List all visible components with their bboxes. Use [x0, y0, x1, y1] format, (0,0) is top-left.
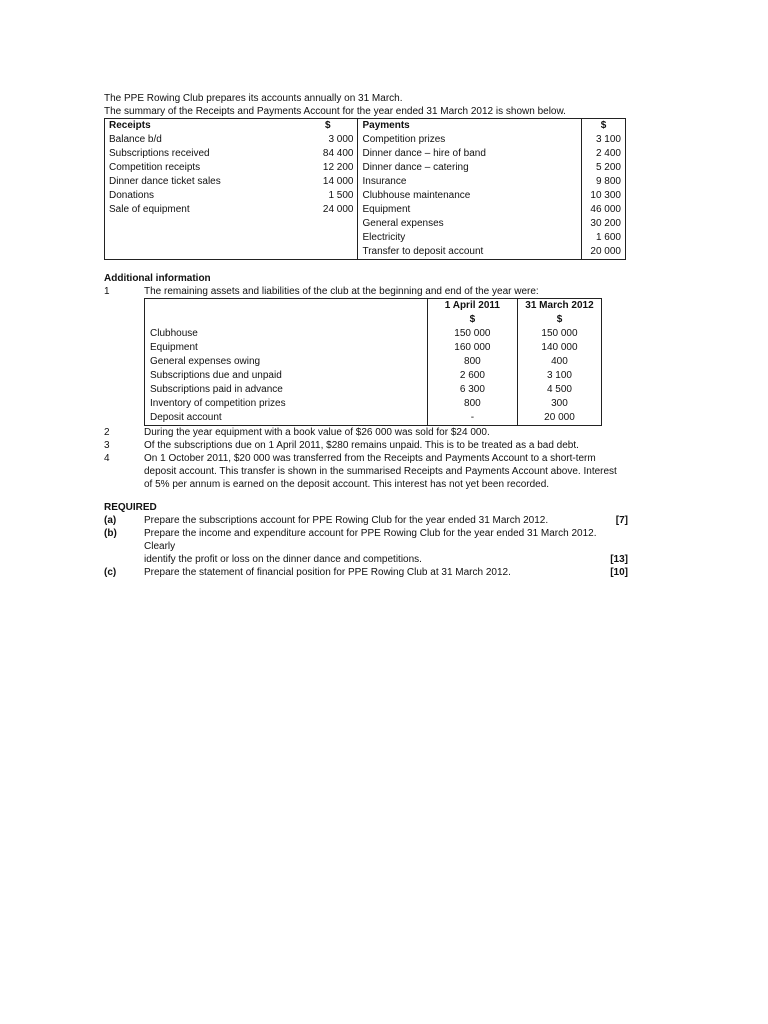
required-item-number: (a) [104, 515, 117, 526]
payment-label: Competition prizes [358, 133, 582, 147]
payment-label: Dinner dance – catering [358, 161, 582, 175]
required-item-text: Prepare the subscriptions account for PPE Rowing Club for the year ended 31 March 2012. [144, 515, 549, 526]
payment-amount: 46 000 [582, 203, 626, 217]
payment-amount: 20 000 [582, 245, 626, 260]
payment-amount: 10 300 [582, 189, 626, 203]
info-item-number: 4 [104, 453, 110, 464]
payment-amount: 9 800 [582, 175, 626, 189]
info-item-text-line: On 1 October 2011, $20 000 was transferred from the Receipts and Payments Account to a short-term [144, 453, 596, 464]
info-item-number: 1 [104, 286, 110, 297]
info-item-1 [104, 285, 628, 298]
asset-label: Equipment [150, 342, 198, 353]
required-item-marks: [7] [615, 515, 628, 526]
receipt-amount: 12 200 [322, 162, 354, 173]
receipt-label: Subscriptions received [109, 148, 210, 159]
payment-label: Equipment [358, 203, 582, 217]
receipt-label: Donations [109, 190, 155, 201]
receipt-amount: 14 000 [322, 176, 354, 187]
payment-label: Dinner dance – hire of band [358, 147, 582, 161]
asset-value-2011: 150 000 [427, 327, 517, 341]
info-item-number: 2 [104, 427, 110, 438]
required-item-number: (b) [104, 528, 117, 539]
payment-label: General expenses [358, 217, 582, 231]
asset-value-2011: 2 600 [427, 369, 517, 383]
payment-label: Clubhouse maintenance [358, 189, 582, 203]
receipts-currency: $ [325, 120, 331, 131]
asset-value-2012: 3 100 [517, 369, 601, 383]
receipt-label: Dinner dance ticket sales [109, 176, 221, 187]
payment-label: Transfer to deposit account [358, 245, 582, 260]
receipts-payments-table [104, 118, 626, 260]
receipt-amount: 84 400 [322, 148, 354, 159]
required-item-text-line: identify the profit or loss on the dinner dance and competitions. [144, 554, 422, 565]
info-item-4 [104, 452, 628, 491]
col-header-31-march-2012: 31 March 2012 [517, 299, 601, 314]
required-item-number: (c) [104, 567, 117, 578]
payments-currency: $ [582, 119, 626, 134]
required-item-text: Prepare the statement of financial position for PPE Rowing Club at 31 March 2012. [144, 567, 511, 578]
payment-amount: 30 200 [582, 217, 626, 231]
info-item-2 [104, 426, 628, 439]
payment-label: Electricity [358, 231, 582, 245]
payments-header: Payments [358, 119, 582, 134]
payment-amount: 1 600 [582, 231, 626, 245]
intro-line-1: The PPE Rowing Club prepares its accounts annually on 31 March. [104, 93, 403, 104]
additional-info-heading: Additional information [104, 273, 211, 284]
receipt-amount: 1 500 [328, 190, 354, 201]
currency-2: $ [517, 313, 601, 327]
info-item-text-line: of 5% per annum is earned on the deposit account. This interest has not yet been recorded. [144, 479, 550, 490]
col-header-1-april-2011: 1 April 2011 [427, 299, 517, 314]
info-item-text: The remaining assets and liabilities of the club at the beginning and end of the year were: [144, 286, 539, 297]
info-item-3 [104, 439, 628, 452]
required-item-c [104, 566, 628, 579]
required-item-marks: [13] [610, 554, 628, 565]
info-item-text: During the year equipment with a book value of $26 000 was sold for $24 000. [144, 427, 490, 438]
asset-label: General expenses owing [150, 356, 261, 367]
required-item-a [104, 514, 628, 527]
receipt-amount: 24 000 [322, 204, 354, 215]
required-heading: REQUIRED [104, 502, 157, 513]
payment-amount: 3 100 [582, 133, 626, 147]
asset-value-2011: 160 000 [427, 341, 517, 355]
receipt-label: Sale of equipment [109, 204, 190, 215]
receipt-label: Balance b/d [109, 134, 162, 145]
asset-label: Deposit account [150, 412, 222, 423]
question-document [104, 92, 628, 579]
payment-label: Insurance [358, 175, 582, 189]
asset-value-2012: 300 [517, 397, 601, 411]
payment-amount: 5 200 [582, 161, 626, 175]
info-item-text-line: deposit account. This transfer is shown in the summarised Receipts and Payments Account above. Interest [144, 466, 617, 477]
receipt-label: Competition receipts [109, 162, 201, 173]
info-item-number: 3 [104, 440, 110, 451]
asset-label: Subscriptions paid in advance [150, 384, 283, 395]
required-item-text-line: Prepare the income and expenditure account for PPE Rowing Club for the year ended 31 March 2012. Clearly [144, 528, 597, 552]
required-item-b [104, 527, 628, 566]
asset-value-2011: 6 300 [427, 383, 517, 397]
asset-value-2011: 800 [427, 397, 517, 411]
info-item-text: Of the subscriptions due on 1 April 2011, $280 remains unpaid. This is to be treated as a bad debt. [144, 440, 579, 451]
asset-value-2011: 800 [427, 355, 517, 369]
payment-amount: 2 400 [582, 147, 626, 161]
asset-label: Clubhouse [150, 328, 198, 339]
receipt-amount: 3 000 [328, 134, 354, 145]
asset-value-2012: 140 000 [517, 341, 601, 355]
asset-label: Subscriptions due and unpaid [150, 370, 282, 381]
required-item-marks: [10] [610, 567, 628, 578]
asset-value-2012: 150 000 [517, 327, 601, 341]
asset-value-2011: - [427, 411, 517, 426]
asset-value-2012: 20 000 [517, 411, 601, 426]
intro-line-2: The summary of the Receipts and Payments Account for the year ended 31 March 2012 is shown below. [104, 106, 566, 117]
receipts-header: Receipts [109, 120, 151, 131]
assets-liabilities-table [144, 298, 602, 426]
currency-1: $ [427, 313, 517, 327]
asset-label: Inventory of competition prizes [150, 398, 286, 409]
asset-value-2012: 400 [517, 355, 601, 369]
asset-value-2012: 4 500 [517, 383, 601, 397]
